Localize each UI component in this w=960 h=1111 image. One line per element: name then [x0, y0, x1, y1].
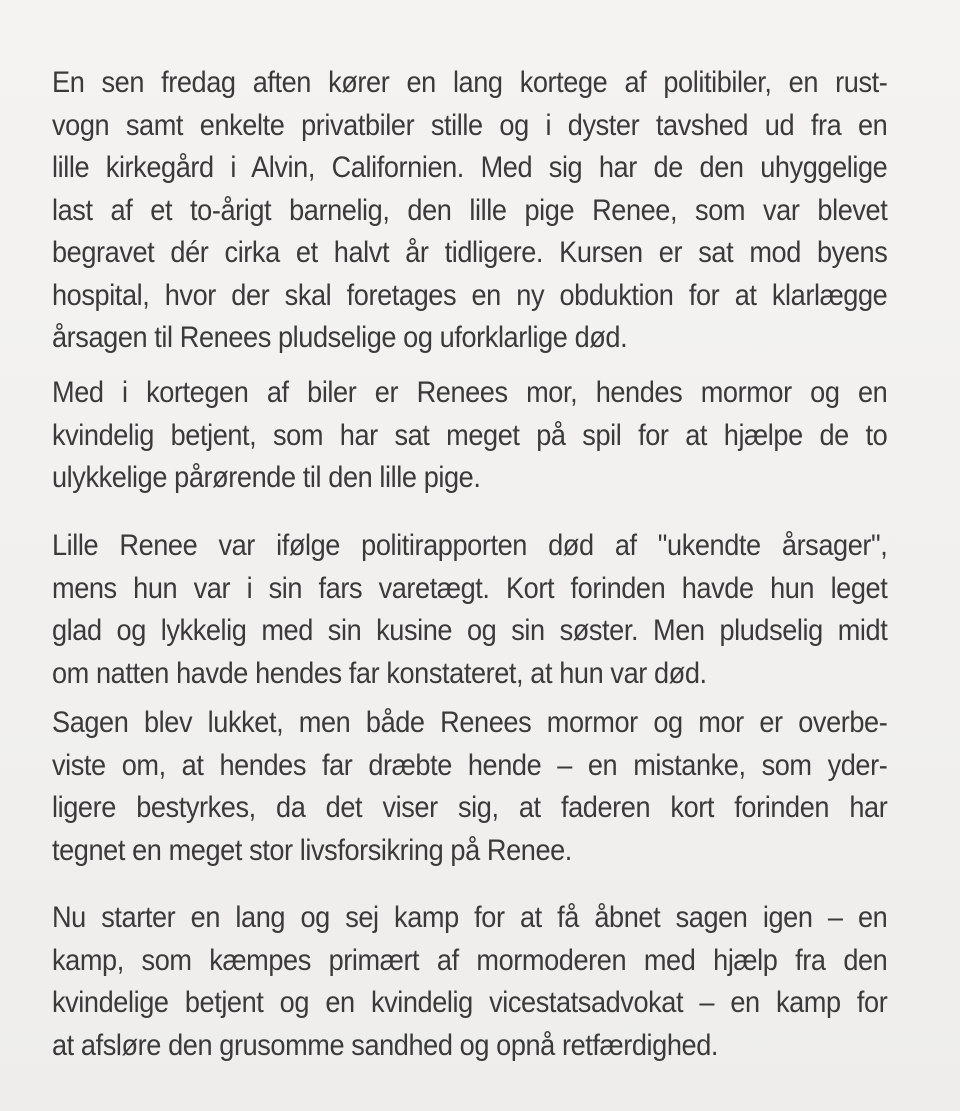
- text-line: tegnet en meget stor livsforsikring på Renee.: [52, 833, 572, 867]
- text-line: last af et to-årigt barnelig, den lille pige Renee, som var blevet: [52, 193, 888, 227]
- text-line: kvindelige betjent og en kvindelig vicestatsadvokat – en kamp for: [52, 986, 888, 1019]
- text-line: viste om, at hendes far dræbte hende – en mistanke, som yder-: [52, 748, 888, 782]
- text-line: om natten havde hendes far konstateret, at hun var død.: [52, 656, 707, 690]
- paragraph-1: [52, 62, 888, 360]
- text-line: at afsløre den grusomme sandhed og opnå retfærdighed.: [52, 1028, 719, 1062]
- text-line: kamp, som kæmpes primært af mormoderen med hjælp fra den: [52, 943, 888, 977]
- text-line: vogn samt enkelte privatbiler stille og i dyster tavshed ud fra en: [52, 108, 888, 142]
- text-line: lille kirkegård i Alvin, Californien. Med sig har de den uhyggelige: [52, 151, 888, 184]
- text-line: Lille Renee var ifølge politirapporten død af "ukendte årsager",: [52, 529, 888, 562]
- text-line: Sagen blev lukket, men både Renees mormor og mor er overbe-: [52, 706, 888, 739]
- text-line: glad og lykkelig med sin kusine og sin søster. Men pludselig midt: [52, 614, 888, 647]
- text-line: En sen fredag aften kører en lang kortege af politibiler, en rust-: [52, 66, 888, 99]
- text-line: begravet dér cirka et halvt år tidligere. Kursen er sat mod byens: [52, 236, 888, 269]
- text-line: Nu starter en lang og sej kamp for at få åbnet sagen igen – en: [52, 901, 888, 934]
- paragraph-3: [52, 525, 888, 695]
- paragraph-5: [52, 897, 888, 1067]
- text-line: ligere bestyrkes, da det viser sig, at faderen kort forinden har: [52, 791, 888, 824]
- text-line: årsagen til Renees pludselige og uforklarlige død.: [52, 321, 628, 354]
- text-line: ulykkelige pårørende til den lille pige.: [52, 461, 481, 494]
- text-line: mens hun var i sin fars varetægt. Kort forinden havde hun leget: [52, 571, 888, 605]
- paragraph-2: [52, 372, 888, 500]
- text-line: kvindelig betjent, som har sat meget på spil for at hjælpe de to: [52, 418, 888, 452]
- text-line: hospital, hvor der skal foretages en ny obduktion for at klarlægge: [52, 278, 888, 312]
- text-line: Med i kortegen af biler er Renees mor, hendes mormor og en: [52, 376, 888, 409]
- paragraph-4: [52, 702, 888, 872]
